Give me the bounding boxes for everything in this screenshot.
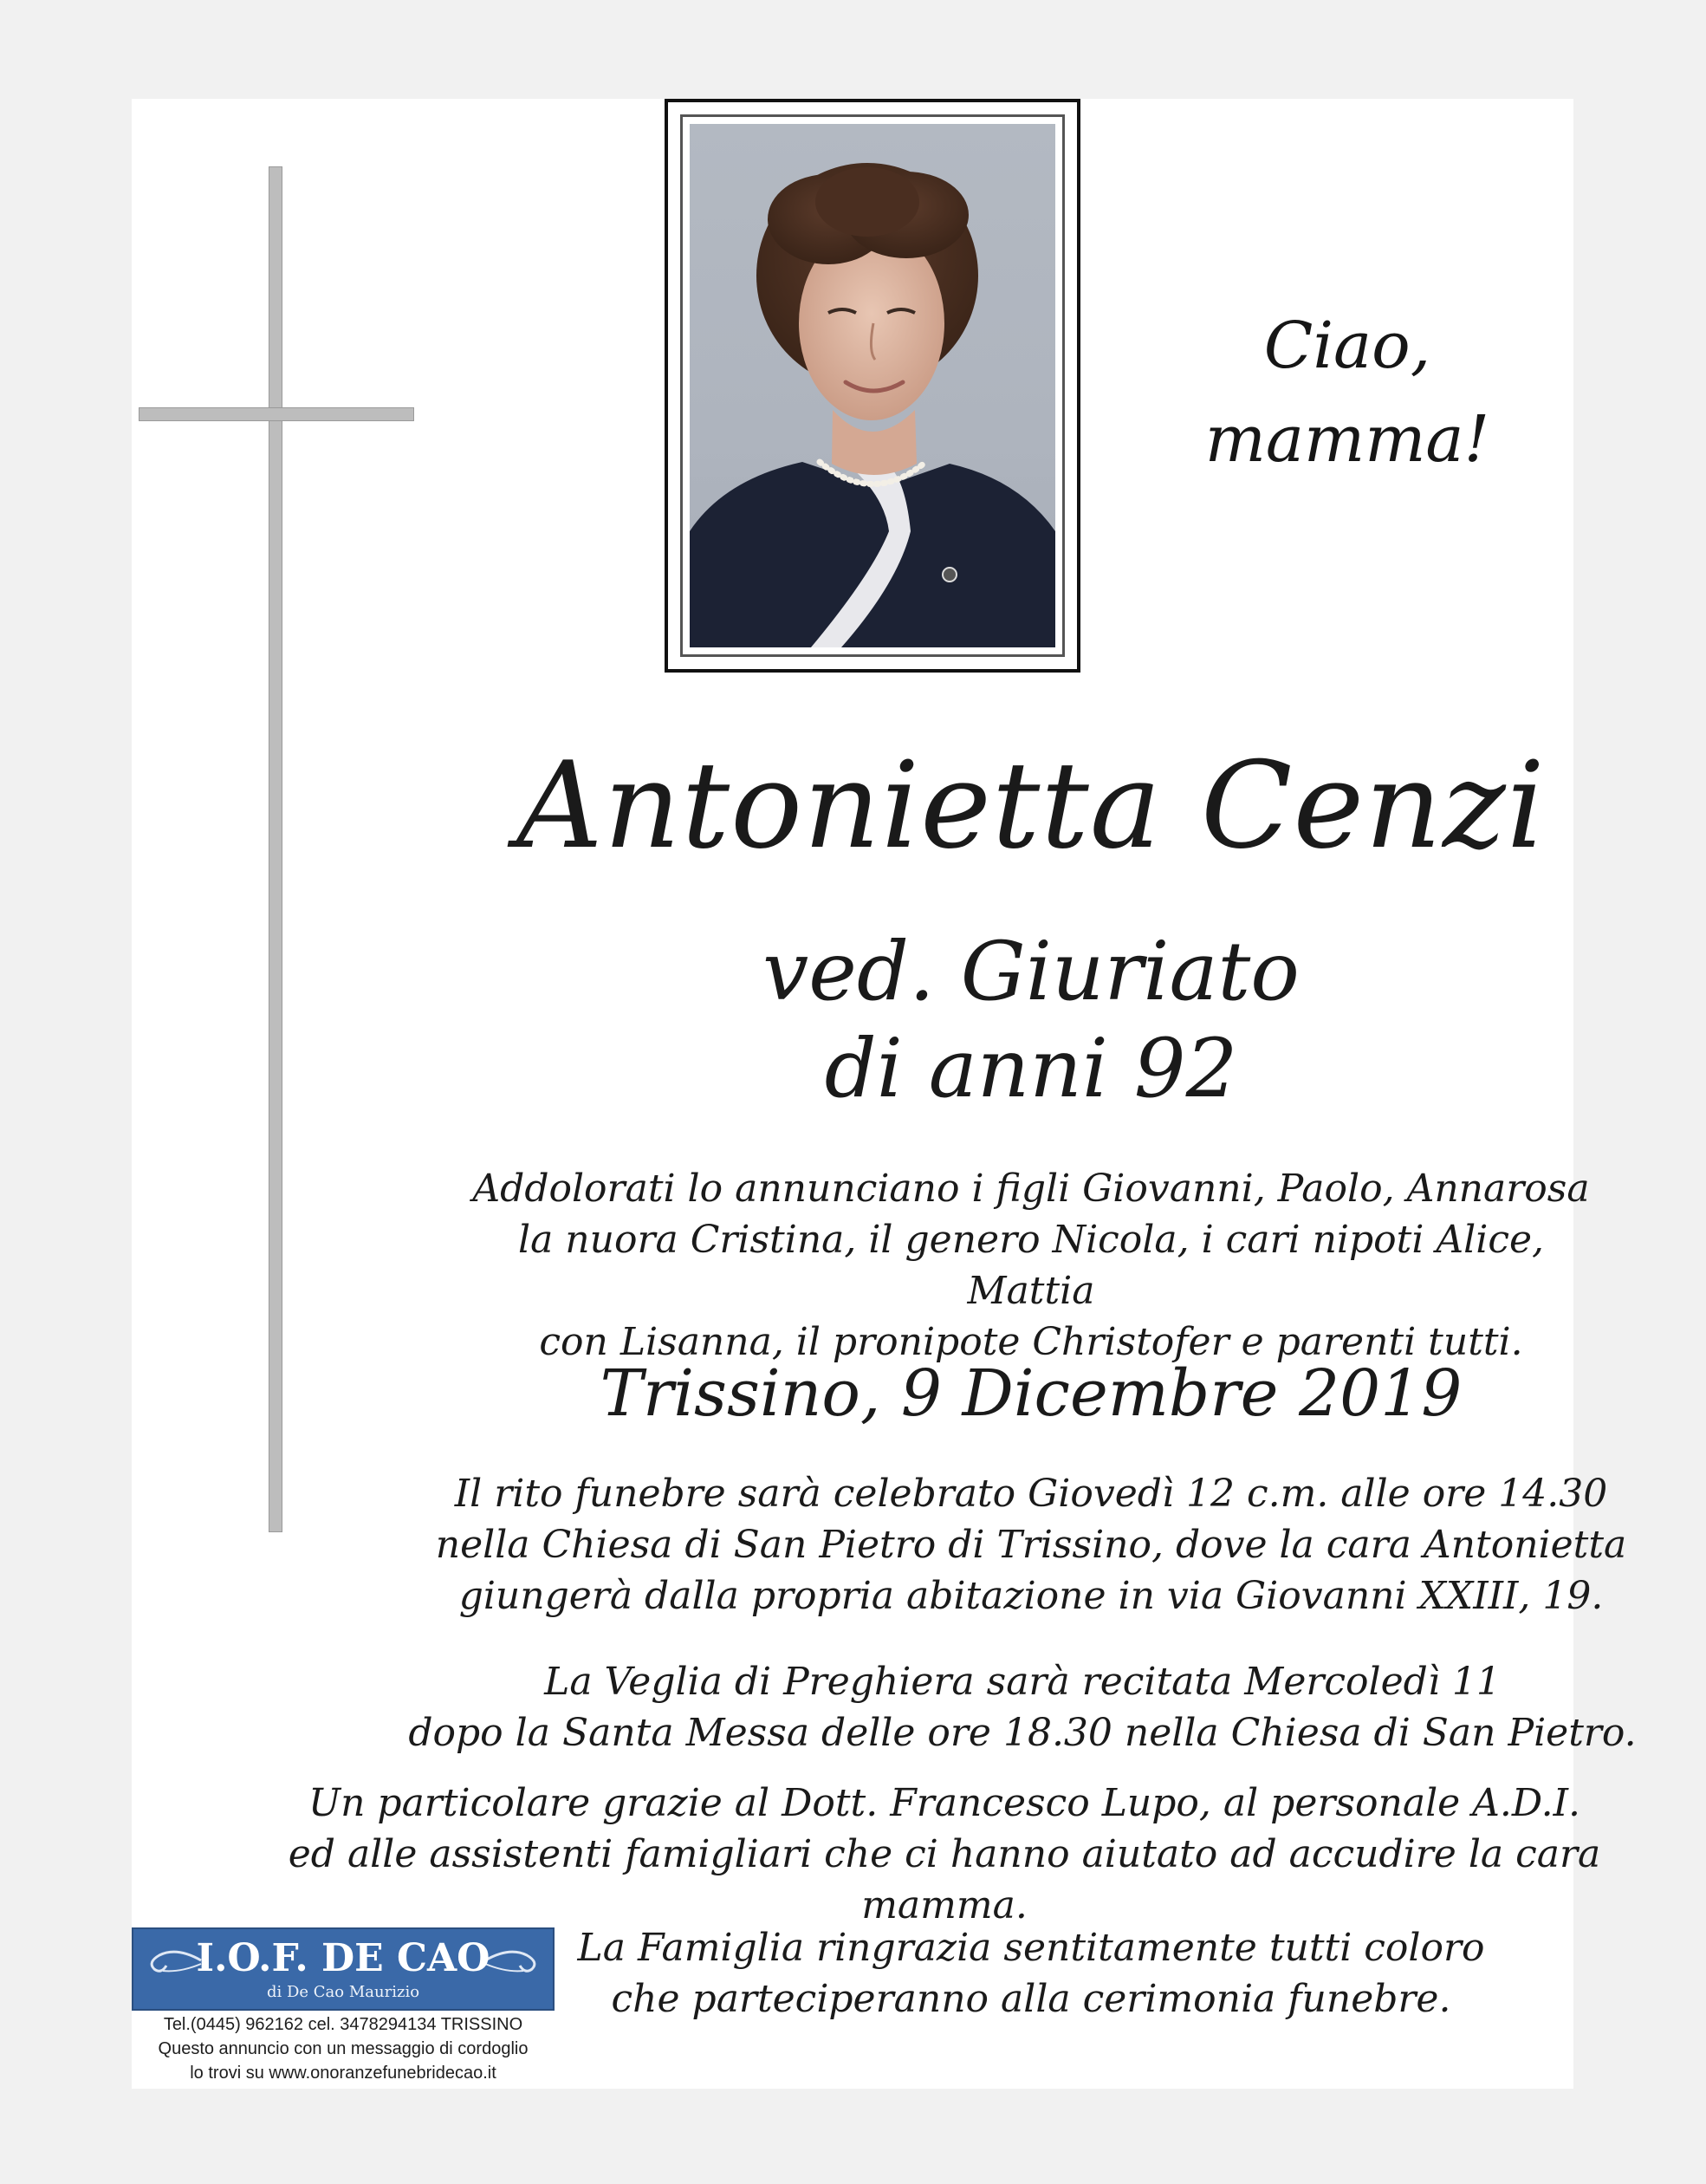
portrait-frame [665, 99, 1080, 673]
cross-icon-arm [139, 407, 414, 421]
greeting-line: Ciao, [1263, 309, 1431, 383]
vigil-line: La Veglia di Preghiera sarà recitata Mercoledì 11 [544, 1660, 1501, 1704]
announcement-line: con Lisanna, il pronipote Christofer e parenti tutti. [539, 1320, 1523, 1364]
note-line: Questo annuncio con un messaggio di cordoglio [158, 2039, 529, 2058]
contact-line: Tel.(0445) 962162 cel. 3478294134 TRISSINO [163, 2015, 523, 2034]
funeral-home-contact [121, 2012, 565, 2085]
logo-title: I.O.F. DE CAO [196, 1936, 490, 1980]
family-thanks-line: La Famiglia ringrazia sentitamente tutti coloro [577, 1926, 1485, 1970]
portrait-mat [680, 114, 1065, 657]
website-line: lo trovi su www.onoranzefunebridecao.it [190, 2064, 496, 2083]
family-thanks-paragraph [555, 1922, 1508, 2025]
greeting-text [1152, 299, 1542, 486]
funeral-line: giungerà dalla propria abitazione in via Giovanni XXIII, 19. [458, 1574, 1604, 1618]
logo-subtitle: di De Cao Maurizio [266, 1983, 420, 2001]
family-thanks-line: che parteciperanno alla cerimonia funebre. [611, 1977, 1451, 2021]
announcement-paragraph [468, 1163, 1594, 1368]
funeral-line: Il rito funebre sarà celebrato Giovedì 12 c.m. alle ore 14.30 [454, 1472, 1608, 1516]
vigil-paragraph [399, 1656, 1646, 1758]
vigil-line: dopo la Santa Messa delle ore 18.30 nella Chiesa di San Pietro. [408, 1711, 1637, 1755]
age-line: di anni 92 [824, 1022, 1238, 1116]
announcement-line: Addolorati lo annunciano i figli Giovanni, Paolo, Annarosa [472, 1167, 1590, 1211]
funeral-line: nella Chiesa di San Pietro di Trissino, dove la cara Antonietta [435, 1523, 1627, 1567]
deceased-name: Antonietta Cenzi [516, 736, 1546, 875]
cross-icon [269, 166, 282, 1532]
thanks-line: Un particolare grazie al Dott. Francesco Lupo, al personale A.D.I. [308, 1781, 1580, 1825]
place-date: Trissino, 9 Dicembre 2019 [600, 1356, 1463, 1431]
thanks-line: ed alle assistenti famigliari che ci hanno aiutato ad accudire la cara mamma. [288, 1832, 1601, 1927]
married-name: ved. Giuriato [762, 925, 1300, 1019]
greeting-line: mamma! [1204, 402, 1490, 477]
thanks-paragraph [260, 1778, 1629, 1931]
announcement-line: la nuora Cristina, il genero Nicola, i cari nipoti Alice, Mattia [518, 1218, 1544, 1313]
portrait-photo [690, 124, 1055, 647]
portrait-illustration [690, 124, 1055, 647]
funeral-home-logo [132, 1927, 555, 2011]
funeral-paragraph [433, 1468, 1629, 1622]
